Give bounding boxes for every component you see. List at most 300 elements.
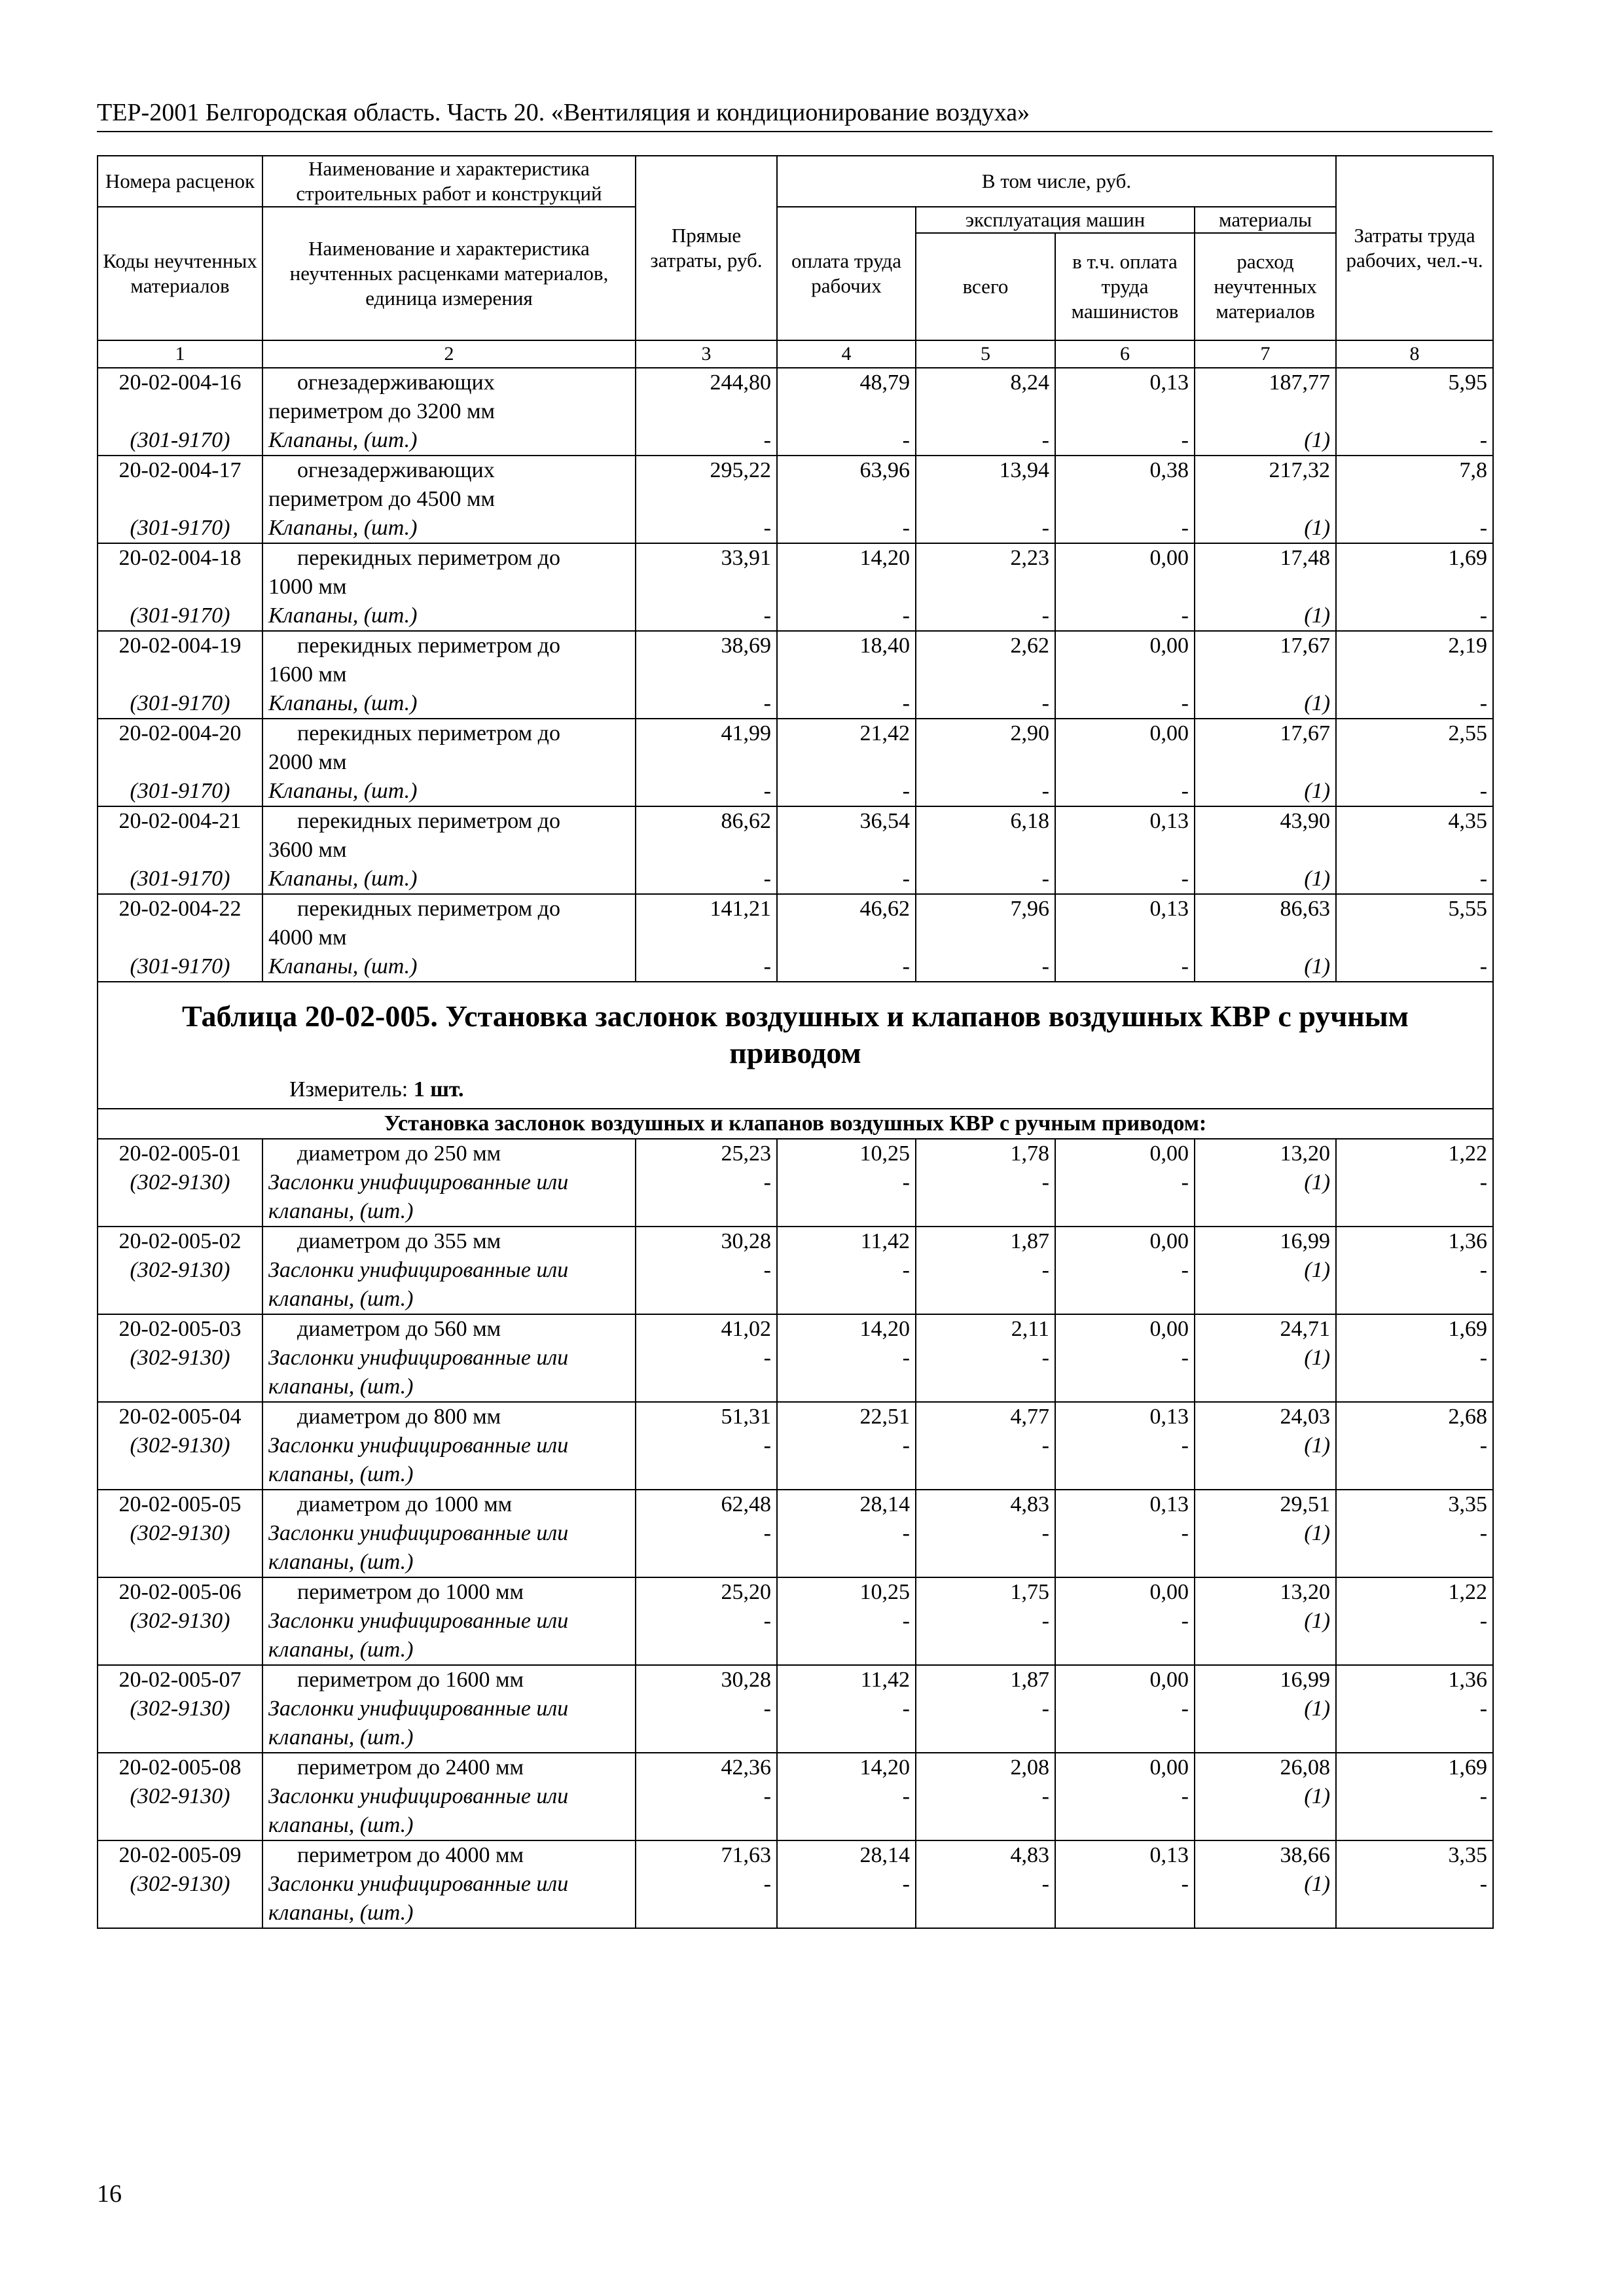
empty-cell xyxy=(636,660,777,689)
col2-header-top: Наименование и характеристика строительных работ и конструкций xyxy=(262,156,636,207)
empty-cell xyxy=(916,397,1055,426)
material-row-continuation xyxy=(98,1460,1493,1490)
machinist-cost: 0,00 xyxy=(1055,719,1195,748)
labor-hours: 1,36 xyxy=(1336,1665,1493,1695)
empty-cell xyxy=(1195,1548,1336,1577)
labor-hours: 2,19 xyxy=(1336,631,1493,660)
empty-cell xyxy=(636,924,777,952)
rates-table xyxy=(97,155,1494,1929)
material-row xyxy=(98,1344,1493,1372)
empty-cell xyxy=(1055,1197,1195,1227)
material-cost: 43,90 xyxy=(1195,806,1336,836)
rate-row xyxy=(98,894,1493,924)
column-number: 8 xyxy=(1336,340,1493,368)
material-name: Клапаны, (шт.) xyxy=(262,952,636,982)
dash-value: - xyxy=(636,426,777,456)
labor-hours: 3,35 xyxy=(1336,1840,1493,1870)
empty-cell xyxy=(636,836,777,865)
dash-value: - xyxy=(916,426,1055,456)
empty-cell xyxy=(916,1372,1055,1402)
machinist-cost: 0,00 xyxy=(1055,543,1195,573)
dash-value: - xyxy=(916,514,1055,543)
section-subheading: Установка заслонок воздушных и клапанов воздушных КВР с ручным приводом: xyxy=(98,1109,1493,1139)
col8-header: Затраты труда рабочих, чел.-ч. xyxy=(1336,156,1493,340)
column-number: 3 xyxy=(636,340,777,368)
empty-cell xyxy=(777,1285,916,1314)
dash-value: - xyxy=(1336,601,1493,631)
material-name: Заслонки унифицированные или xyxy=(262,1431,636,1460)
rate-row xyxy=(98,1665,1493,1695)
dash-value: - xyxy=(1055,1431,1195,1460)
empty-cell xyxy=(1195,485,1336,514)
rate-name-continuation: 1600 мм xyxy=(262,660,636,689)
dash-value: - xyxy=(916,777,1055,806)
rate-row xyxy=(98,1139,1493,1168)
material-cost: 26,08 xyxy=(1195,1753,1336,1782)
materials-header: материалы xyxy=(1195,207,1336,233)
dash-value: - xyxy=(636,1344,777,1372)
rate-row xyxy=(98,1577,1493,1607)
material-quantity: (1) xyxy=(1195,601,1336,631)
dash-value: - xyxy=(1336,1782,1493,1811)
rate-row-continuation xyxy=(98,573,1493,601)
dash-value: - xyxy=(1055,1870,1195,1899)
empty-cell xyxy=(1195,1460,1336,1490)
rate-name: перекидных периметром до xyxy=(262,894,636,924)
material-name: Клапаны, (шт.) xyxy=(262,514,636,543)
material-row xyxy=(98,426,1493,456)
dash-value: - xyxy=(1055,601,1195,631)
machine-cost: 2,08 xyxy=(916,1753,1055,1782)
direct-cost: 30,28 xyxy=(636,1665,777,1695)
material-row-continuation xyxy=(98,1636,1493,1665)
header-rule xyxy=(97,131,1492,132)
empty-cell xyxy=(1336,836,1493,865)
material-row xyxy=(98,865,1493,894)
direct-cost: 141,21 xyxy=(636,894,777,924)
dash-value: - xyxy=(1336,514,1493,543)
empty-cell xyxy=(98,1548,262,1577)
material-quantity: (1) xyxy=(1195,514,1336,543)
empty-cell xyxy=(636,1811,777,1840)
rate-name-continuation: 4000 мм xyxy=(262,924,636,952)
material-quantity: (1) xyxy=(1195,1519,1336,1548)
labor-hours: 4,35 xyxy=(1336,806,1493,836)
empty-cell xyxy=(916,1197,1055,1227)
empty-cell xyxy=(98,1899,262,1928)
labor-hours: 1,22 xyxy=(1336,1139,1493,1168)
column-number: 7 xyxy=(1195,340,1336,368)
material-row-continuation xyxy=(98,1899,1493,1928)
labor-hours: 7,8 xyxy=(1336,456,1493,485)
material-code: (302-9130) xyxy=(98,1782,262,1811)
dash-value: - xyxy=(636,514,777,543)
col1-header-top: Номера расценок xyxy=(98,156,262,207)
empty-cell xyxy=(98,1460,262,1490)
empty-cell xyxy=(98,1285,262,1314)
empty-cell xyxy=(636,1723,777,1753)
material-code: (301-9170) xyxy=(98,689,262,719)
empty-cell xyxy=(636,1548,777,1577)
direct-cost: 41,99 xyxy=(636,719,777,748)
empty-cell xyxy=(1336,573,1493,601)
group-header: В том числе, руб. xyxy=(777,156,1336,207)
dash-value: - xyxy=(916,1431,1055,1460)
dash-value: - xyxy=(916,1256,1055,1285)
labor-hours: 5,55 xyxy=(1336,894,1493,924)
direct-cost: 25,20 xyxy=(636,1577,777,1607)
material-code: (302-9130) xyxy=(98,1168,262,1197)
empty-cell xyxy=(1336,397,1493,426)
empty-cell xyxy=(1055,1899,1195,1928)
material-name: Клапаны, (шт.) xyxy=(262,426,636,456)
material-row-continuation xyxy=(98,1197,1493,1227)
rate-code: 20-02-005-09 xyxy=(98,1840,262,1870)
column-number: 6 xyxy=(1055,340,1195,368)
machine-cost: 2,11 xyxy=(916,1314,1055,1344)
empty-cell xyxy=(1195,1372,1336,1402)
empty-cell xyxy=(1055,397,1195,426)
empty-cell xyxy=(1195,1811,1336,1840)
direct-cost: 41,02 xyxy=(636,1314,777,1344)
dash-value: - xyxy=(636,689,777,719)
material-name: Клапаны, (шт.) xyxy=(262,865,636,894)
material-quantity: (1) xyxy=(1195,1431,1336,1460)
empty-cell xyxy=(636,485,777,514)
machine-cost: 4,77 xyxy=(916,1402,1055,1431)
labor-cost: 10,25 xyxy=(777,1139,916,1168)
machinist-cost: 0,00 xyxy=(1055,1314,1195,1344)
machine-cost: 4,83 xyxy=(916,1490,1055,1519)
empty-cell xyxy=(636,1372,777,1402)
machinist-cost: 0,13 xyxy=(1055,894,1195,924)
rate-row-continuation xyxy=(98,485,1493,514)
material-cost: 16,99 xyxy=(1195,1665,1336,1695)
empty-cell xyxy=(636,573,777,601)
machinist-cost: 0,00 xyxy=(1055,631,1195,660)
empty-cell xyxy=(1055,1285,1195,1314)
empty-cell xyxy=(1195,836,1336,865)
material-quantity: (1) xyxy=(1195,1256,1336,1285)
dash-value: - xyxy=(1336,865,1493,894)
material-quantity: (1) xyxy=(1195,689,1336,719)
machine-cost: 4,83 xyxy=(916,1840,1055,1870)
empty-cell xyxy=(777,748,916,777)
empty-cell xyxy=(1195,397,1336,426)
rate-code: 20-02-004-21 xyxy=(98,806,262,836)
material-code: (301-9170) xyxy=(98,601,262,631)
material-code: (301-9170) xyxy=(98,865,262,894)
empty-cell xyxy=(777,1723,916,1753)
empty-cell xyxy=(98,573,262,601)
material-quantity: (1) xyxy=(1195,952,1336,982)
material-row xyxy=(98,777,1493,806)
material-cost: 86,63 xyxy=(1195,894,1336,924)
labor-hours: 5,95 xyxy=(1336,368,1493,397)
dash-value: - xyxy=(916,1695,1055,1723)
dash-value: - xyxy=(1336,1870,1493,1899)
empty-cell xyxy=(1055,924,1195,952)
material-quantity: (1) xyxy=(1195,1168,1336,1197)
rate-row-continuation xyxy=(98,836,1493,865)
rate-row xyxy=(98,1227,1493,1256)
empty-cell xyxy=(916,748,1055,777)
rate-code: 20-02-005-01 xyxy=(98,1139,262,1168)
material-code: (302-9130) xyxy=(98,1256,262,1285)
dash-value: - xyxy=(1055,865,1195,894)
column-numbers-row xyxy=(98,340,1493,368)
dash-value: - xyxy=(1055,777,1195,806)
material-name-continuation: клапаны, (шт.) xyxy=(262,1460,636,1490)
empty-cell xyxy=(777,1811,916,1840)
machinist-cost: 0,13 xyxy=(1055,368,1195,397)
dash-value: - xyxy=(1055,1519,1195,1548)
empty-cell xyxy=(916,485,1055,514)
dash-value: - xyxy=(1055,1607,1195,1636)
material-row xyxy=(98,514,1493,543)
empty-cell xyxy=(777,397,916,426)
empty-cell xyxy=(1336,1548,1493,1577)
machine-cost: 2,90 xyxy=(916,719,1055,748)
measure-line xyxy=(114,1075,1477,1104)
header-row-1 xyxy=(98,156,1493,207)
labor-cost: 36,54 xyxy=(777,806,916,836)
material-name: Заслонки унифицированные или xyxy=(262,1344,636,1372)
empty-cell xyxy=(1055,485,1195,514)
measure-value: 1 шт. xyxy=(413,1077,464,1102)
labor-cost: 10,25 xyxy=(777,1577,916,1607)
col4-header: оплата труда рабочих xyxy=(777,207,916,340)
empty-cell xyxy=(777,1636,916,1665)
rate-row xyxy=(98,719,1493,748)
rate-code: 20-02-004-22 xyxy=(98,894,262,924)
direct-cost: 86,62 xyxy=(636,806,777,836)
rate-name: огнезадерживающих xyxy=(262,368,636,397)
rate-name: огнезадерживающих xyxy=(262,456,636,485)
empty-cell xyxy=(1195,660,1336,689)
dash-value: - xyxy=(777,1607,916,1636)
empty-cell xyxy=(777,660,916,689)
dash-value: - xyxy=(636,1519,777,1548)
material-code: (302-9130) xyxy=(98,1607,262,1636)
material-row xyxy=(98,1870,1493,1899)
empty-cell xyxy=(916,1460,1055,1490)
empty-cell xyxy=(98,1811,262,1840)
page-header: ТЕР-2001 Белгородская область. Часть 20. «Вентиляция и кондиционирование воздуха» xyxy=(97,99,1030,126)
material-row-continuation xyxy=(98,1548,1493,1577)
dash-value: - xyxy=(1336,1168,1493,1197)
empty-cell xyxy=(1055,748,1195,777)
machine-cost: 1,87 xyxy=(916,1665,1055,1695)
col3-header: Прямые затраты, руб. xyxy=(636,156,777,340)
empty-cell xyxy=(636,1285,777,1314)
material-name: Клапаны, (шт.) xyxy=(262,777,636,806)
empty-cell xyxy=(98,660,262,689)
dash-value: - xyxy=(777,601,916,631)
material-cost: 24,03 xyxy=(1195,1402,1336,1431)
empty-cell xyxy=(1195,1197,1336,1227)
empty-cell xyxy=(916,1811,1055,1840)
material-name-continuation: клапаны, (шт.) xyxy=(262,1811,636,1840)
empty-cell xyxy=(1055,1548,1195,1577)
material-cost: 13,20 xyxy=(1195,1577,1336,1607)
rate-name: периметром до 4000 мм xyxy=(262,1840,636,1870)
empty-cell xyxy=(1195,1723,1336,1753)
empty-cell xyxy=(98,1372,262,1402)
column-number: 4 xyxy=(777,340,916,368)
dash-value: - xyxy=(777,514,916,543)
material-quantity: (1) xyxy=(1195,1344,1336,1372)
dash-value: - xyxy=(916,1344,1055,1372)
empty-cell xyxy=(1055,573,1195,601)
empty-cell xyxy=(98,748,262,777)
rate-code: 20-02-004-20 xyxy=(98,719,262,748)
rate-code: 20-02-004-17 xyxy=(98,456,262,485)
empty-cell xyxy=(1336,1285,1493,1314)
measure-label: Измеритель: xyxy=(289,1077,408,1102)
rate-name: перекидных периметром до xyxy=(262,806,636,836)
column-number: 1 xyxy=(98,340,262,368)
material-row xyxy=(98,689,1493,719)
empty-cell xyxy=(1055,1636,1195,1665)
dash-value: - xyxy=(636,601,777,631)
labor-cost: 14,20 xyxy=(777,1753,916,1782)
rate-row xyxy=(98,368,1493,397)
labor-hours: 3,35 xyxy=(1336,1490,1493,1519)
rate-name-continuation: 1000 мм xyxy=(262,573,636,601)
empty-cell xyxy=(636,748,777,777)
page-number: 16 xyxy=(97,2180,122,2208)
empty-cell xyxy=(916,573,1055,601)
empty-cell xyxy=(777,1460,916,1490)
empty-cell xyxy=(916,1548,1055,1577)
rate-row xyxy=(98,1753,1493,1782)
material-quantity: (1) xyxy=(1195,1782,1336,1811)
empty-cell xyxy=(636,397,777,426)
col5-header: всего xyxy=(916,233,1055,340)
material-code: (301-9170) xyxy=(98,426,262,456)
machinist-cost: 0,00 xyxy=(1055,1227,1195,1256)
empty-cell xyxy=(777,1899,916,1928)
rate-code: 20-02-005-03 xyxy=(98,1314,262,1344)
material-quantity: (1) xyxy=(1195,1695,1336,1723)
dash-value: - xyxy=(1055,1168,1195,1197)
direct-cost: 295,22 xyxy=(636,456,777,485)
rate-code: 20-02-004-18 xyxy=(98,543,262,573)
dash-value: - xyxy=(636,1870,777,1899)
machine-cost: 6,18 xyxy=(916,806,1055,836)
material-name: Заслонки унифицированные или xyxy=(262,1168,636,1197)
table-title-row xyxy=(98,982,1493,1109)
material-name: Заслонки унифицированные или xyxy=(262,1870,636,1899)
material-name-continuation: клапаны, (шт.) xyxy=(262,1723,636,1753)
direct-cost: 30,28 xyxy=(636,1227,777,1256)
rate-name-continuation: периметром до 4500 мм xyxy=(262,485,636,514)
labor-cost: 28,14 xyxy=(777,1840,916,1870)
dash-value: - xyxy=(1055,426,1195,456)
material-quantity: (1) xyxy=(1195,1870,1336,1899)
material-row-continuation xyxy=(98,1811,1493,1840)
empty-cell xyxy=(98,924,262,952)
empty-cell xyxy=(916,1723,1055,1753)
rate-code: 20-02-005-05 xyxy=(98,1490,262,1519)
material-quantity: (1) xyxy=(1195,426,1336,456)
material-row-continuation xyxy=(98,1285,1493,1314)
dash-value: - xyxy=(777,1168,916,1197)
rate-code: 20-02-004-19 xyxy=(98,631,262,660)
rate-row xyxy=(98,1402,1493,1431)
direct-cost: 25,23 xyxy=(636,1139,777,1168)
rate-row xyxy=(98,1840,1493,1870)
dash-value: - xyxy=(916,1607,1055,1636)
material-code: (301-9170) xyxy=(98,952,262,982)
rate-code: 20-02-005-04 xyxy=(98,1402,262,1431)
dash-value: - xyxy=(777,1256,916,1285)
empty-cell xyxy=(636,1460,777,1490)
column-number: 5 xyxy=(916,340,1055,368)
empty-cell xyxy=(1336,1636,1493,1665)
empty-cell xyxy=(1055,660,1195,689)
material-code: (302-9130) xyxy=(98,1870,262,1899)
dash-value: - xyxy=(1055,514,1195,543)
empty-cell xyxy=(98,1197,262,1227)
empty-cell xyxy=(777,573,916,601)
subheading-row xyxy=(98,1109,1493,1139)
dash-value: - xyxy=(636,1782,777,1811)
direct-cost: 38,69 xyxy=(636,631,777,660)
direct-cost: 51,31 xyxy=(636,1402,777,1431)
material-cost: 17,48 xyxy=(1195,543,1336,573)
labor-cost: 48,79 xyxy=(777,368,916,397)
header-row-2 xyxy=(98,207,1493,233)
labor-hours: 1,36 xyxy=(1336,1227,1493,1256)
dash-value: - xyxy=(1336,1431,1493,1460)
material-code: (302-9130) xyxy=(98,1344,262,1372)
labor-cost: 21,42 xyxy=(777,719,916,748)
dash-value: - xyxy=(1055,1695,1195,1723)
empty-cell xyxy=(636,1197,777,1227)
empty-cell xyxy=(98,397,262,426)
machinist-cost: 0,00 xyxy=(1055,1577,1195,1607)
rate-row xyxy=(98,806,1493,836)
material-cost: 217,32 xyxy=(1195,456,1336,485)
machinist-cost: 0,00 xyxy=(1055,1753,1195,1782)
empty-cell xyxy=(1336,1460,1493,1490)
dash-value: - xyxy=(777,865,916,894)
material-cost: 13,20 xyxy=(1195,1139,1336,1168)
column-number: 2 xyxy=(262,340,636,368)
empty-cell xyxy=(1055,1811,1195,1840)
table-20-02-004-body xyxy=(98,368,1493,982)
machine-cost: 1,78 xyxy=(916,1139,1055,1168)
empty-cell xyxy=(1336,748,1493,777)
dash-value: - xyxy=(916,601,1055,631)
empty-cell xyxy=(777,1548,916,1577)
rate-row-continuation xyxy=(98,660,1493,689)
dash-value: - xyxy=(777,1344,916,1372)
rate-row-continuation xyxy=(98,924,1493,952)
material-row xyxy=(98,1607,1493,1636)
material-code: (302-9130) xyxy=(98,1431,262,1460)
material-name: Заслонки унифицированные или xyxy=(262,1256,636,1285)
col6-header: в т.ч. оплата труда машинистов xyxy=(1055,233,1195,340)
material-name: Заслонки унифицированные или xyxy=(262,1782,636,1811)
material-code: (302-9130) xyxy=(98,1519,262,1548)
machine-cost: 7,96 xyxy=(916,894,1055,924)
material-cost: 24,71 xyxy=(1195,1314,1336,1344)
material-name-continuation: клапаны, (шт.) xyxy=(262,1285,636,1314)
empty-cell xyxy=(777,1372,916,1402)
